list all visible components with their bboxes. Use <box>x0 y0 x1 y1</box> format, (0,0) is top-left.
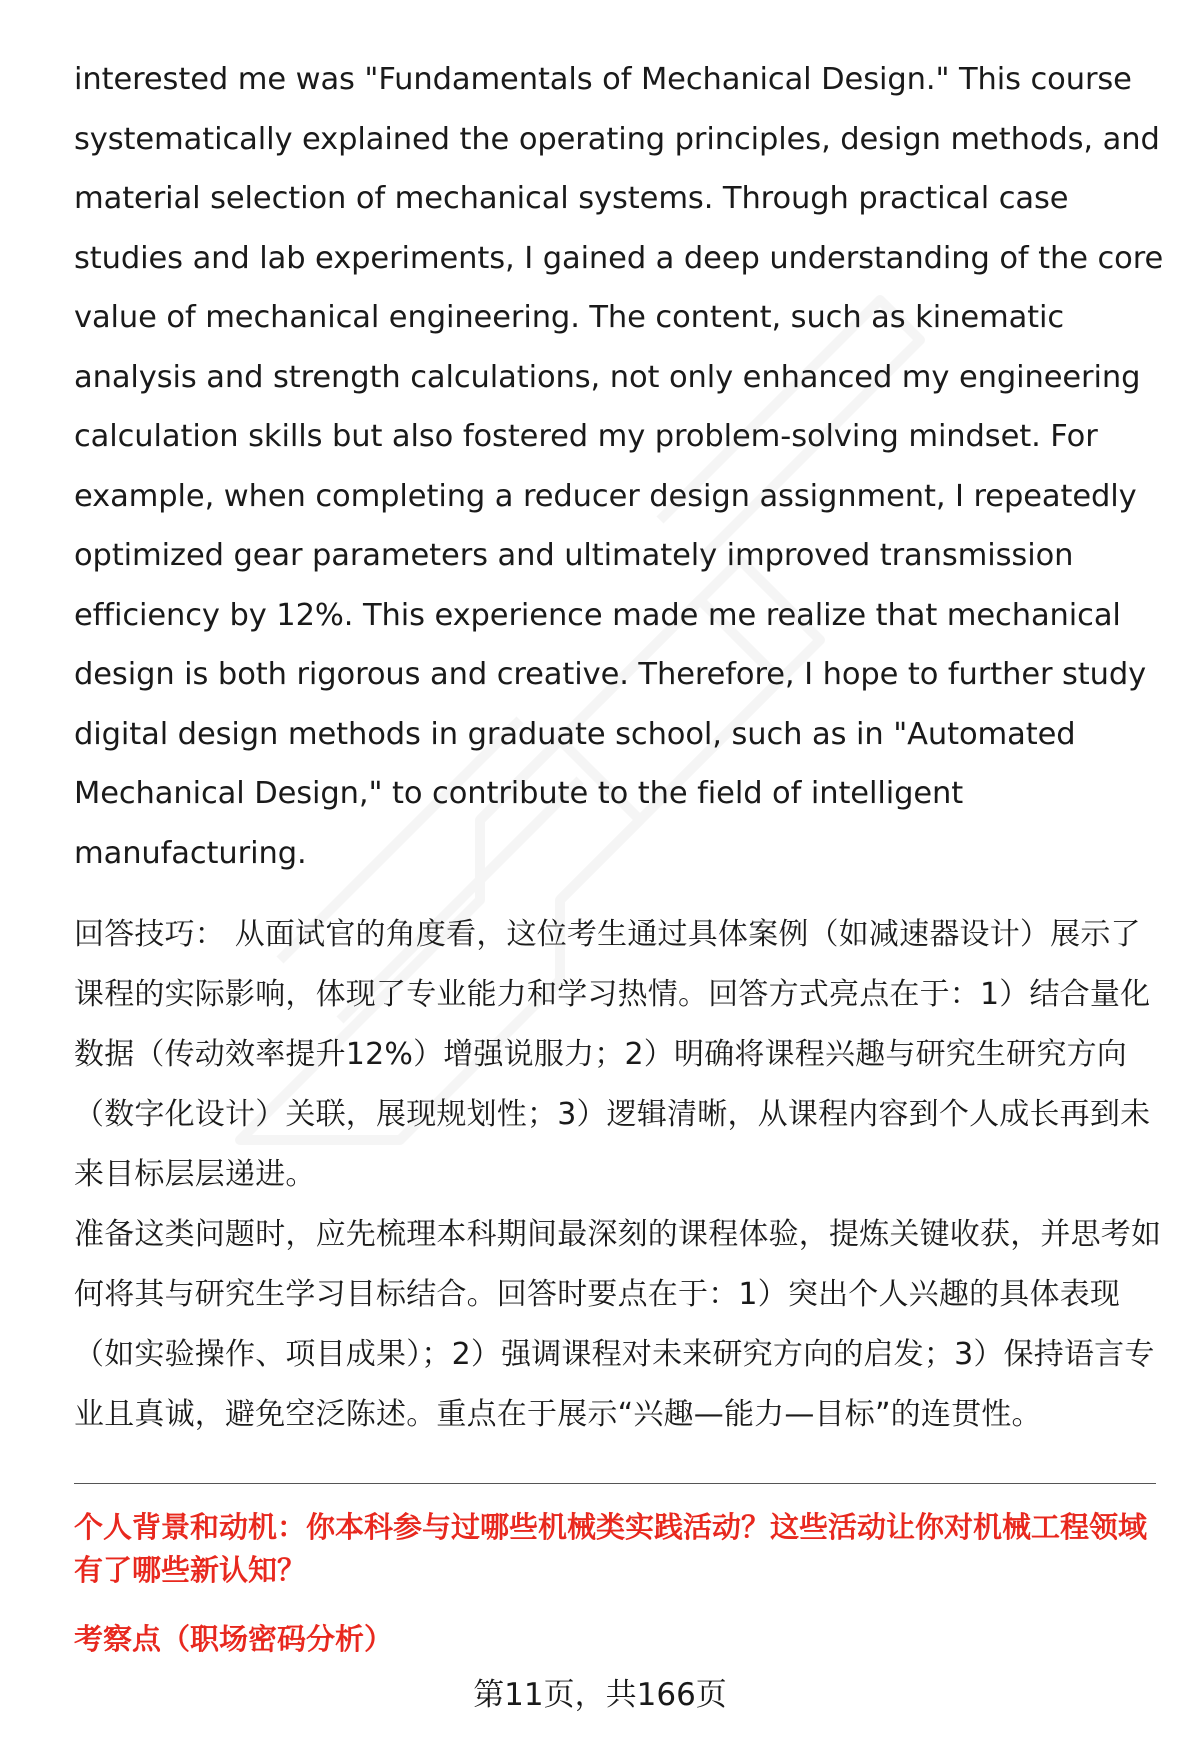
next-question-title: 个人背景和动机：你本科参与过哪些机械类实践活动？这些活动让你对机械工程领域有了哪些新认知？ <box>74 1510 1148 1587</box>
preparation-advice-paragraph: 准备这类问题时，应先梳理本科期间最深刻的课程体验，提炼关键收获，并思考如何将其与研究生学习目标结合。回答时要点在于：1）突出个人兴趣的具体表现（如实验操作、项目成果）；2）强调课程对未来研究方向的启发；3）保持语言专业且真诚，避免空泛陈述。重点在于展示“兴趣—能力—目标”的连贯性。 <box>74 1217 1162 1432</box>
main-content <box>74 50 1164 1661</box>
assessment-points-heading: 考察点（职场密码分析） <box>74 1622 394 1656</box>
section-divider <box>74 1483 1156 1484</box>
answer-tips-paragraph: 回答技巧： 从面试官的角度看，这位考生通过具体案例（如减速器设计）展示了课程的实际影响，体现了专业能力和学习热情。回答方式亮点在于：1）结合量化数据（传动效率提升12%）增强说服力；2）明确将课程兴趣与研究生研究方向（数字化设计）关联，展现规划性；3）逻辑清晰，从课程内容到个人成长再到未来目标层层递进。 <box>74 917 1151 1192</box>
english-answer-paragraph: interested me was "Fundamentals of Mechanical Design." This course systematically explained the operating principles, design methods, and material selection of mechanical systems. Through practical case studies and lab experiments, I gained a deep understanding of the core value of mechanical engineering. The content, such as kinematic analysis and strength calculations, not only enhanced my engineering calculation skills but also fostered my problem-solving mindset. For example, when completing a reducer design assignment, I repeatedly optimized gear parameters and ultimately improved transmission efficiency by 12%. This experience made me realize that mechanical design is both rigorous and creative. Therefore, I hope to further study digital design methods in graduate school, such as in "Automated Mechanical Design," to contribute to the field of intelligent manufacturing. <box>74 62 1164 871</box>
answer-tips-block <box>74 905 1164 1445</box>
page-number-footer: 第11页，共166页 <box>473 1677 727 1713</box>
